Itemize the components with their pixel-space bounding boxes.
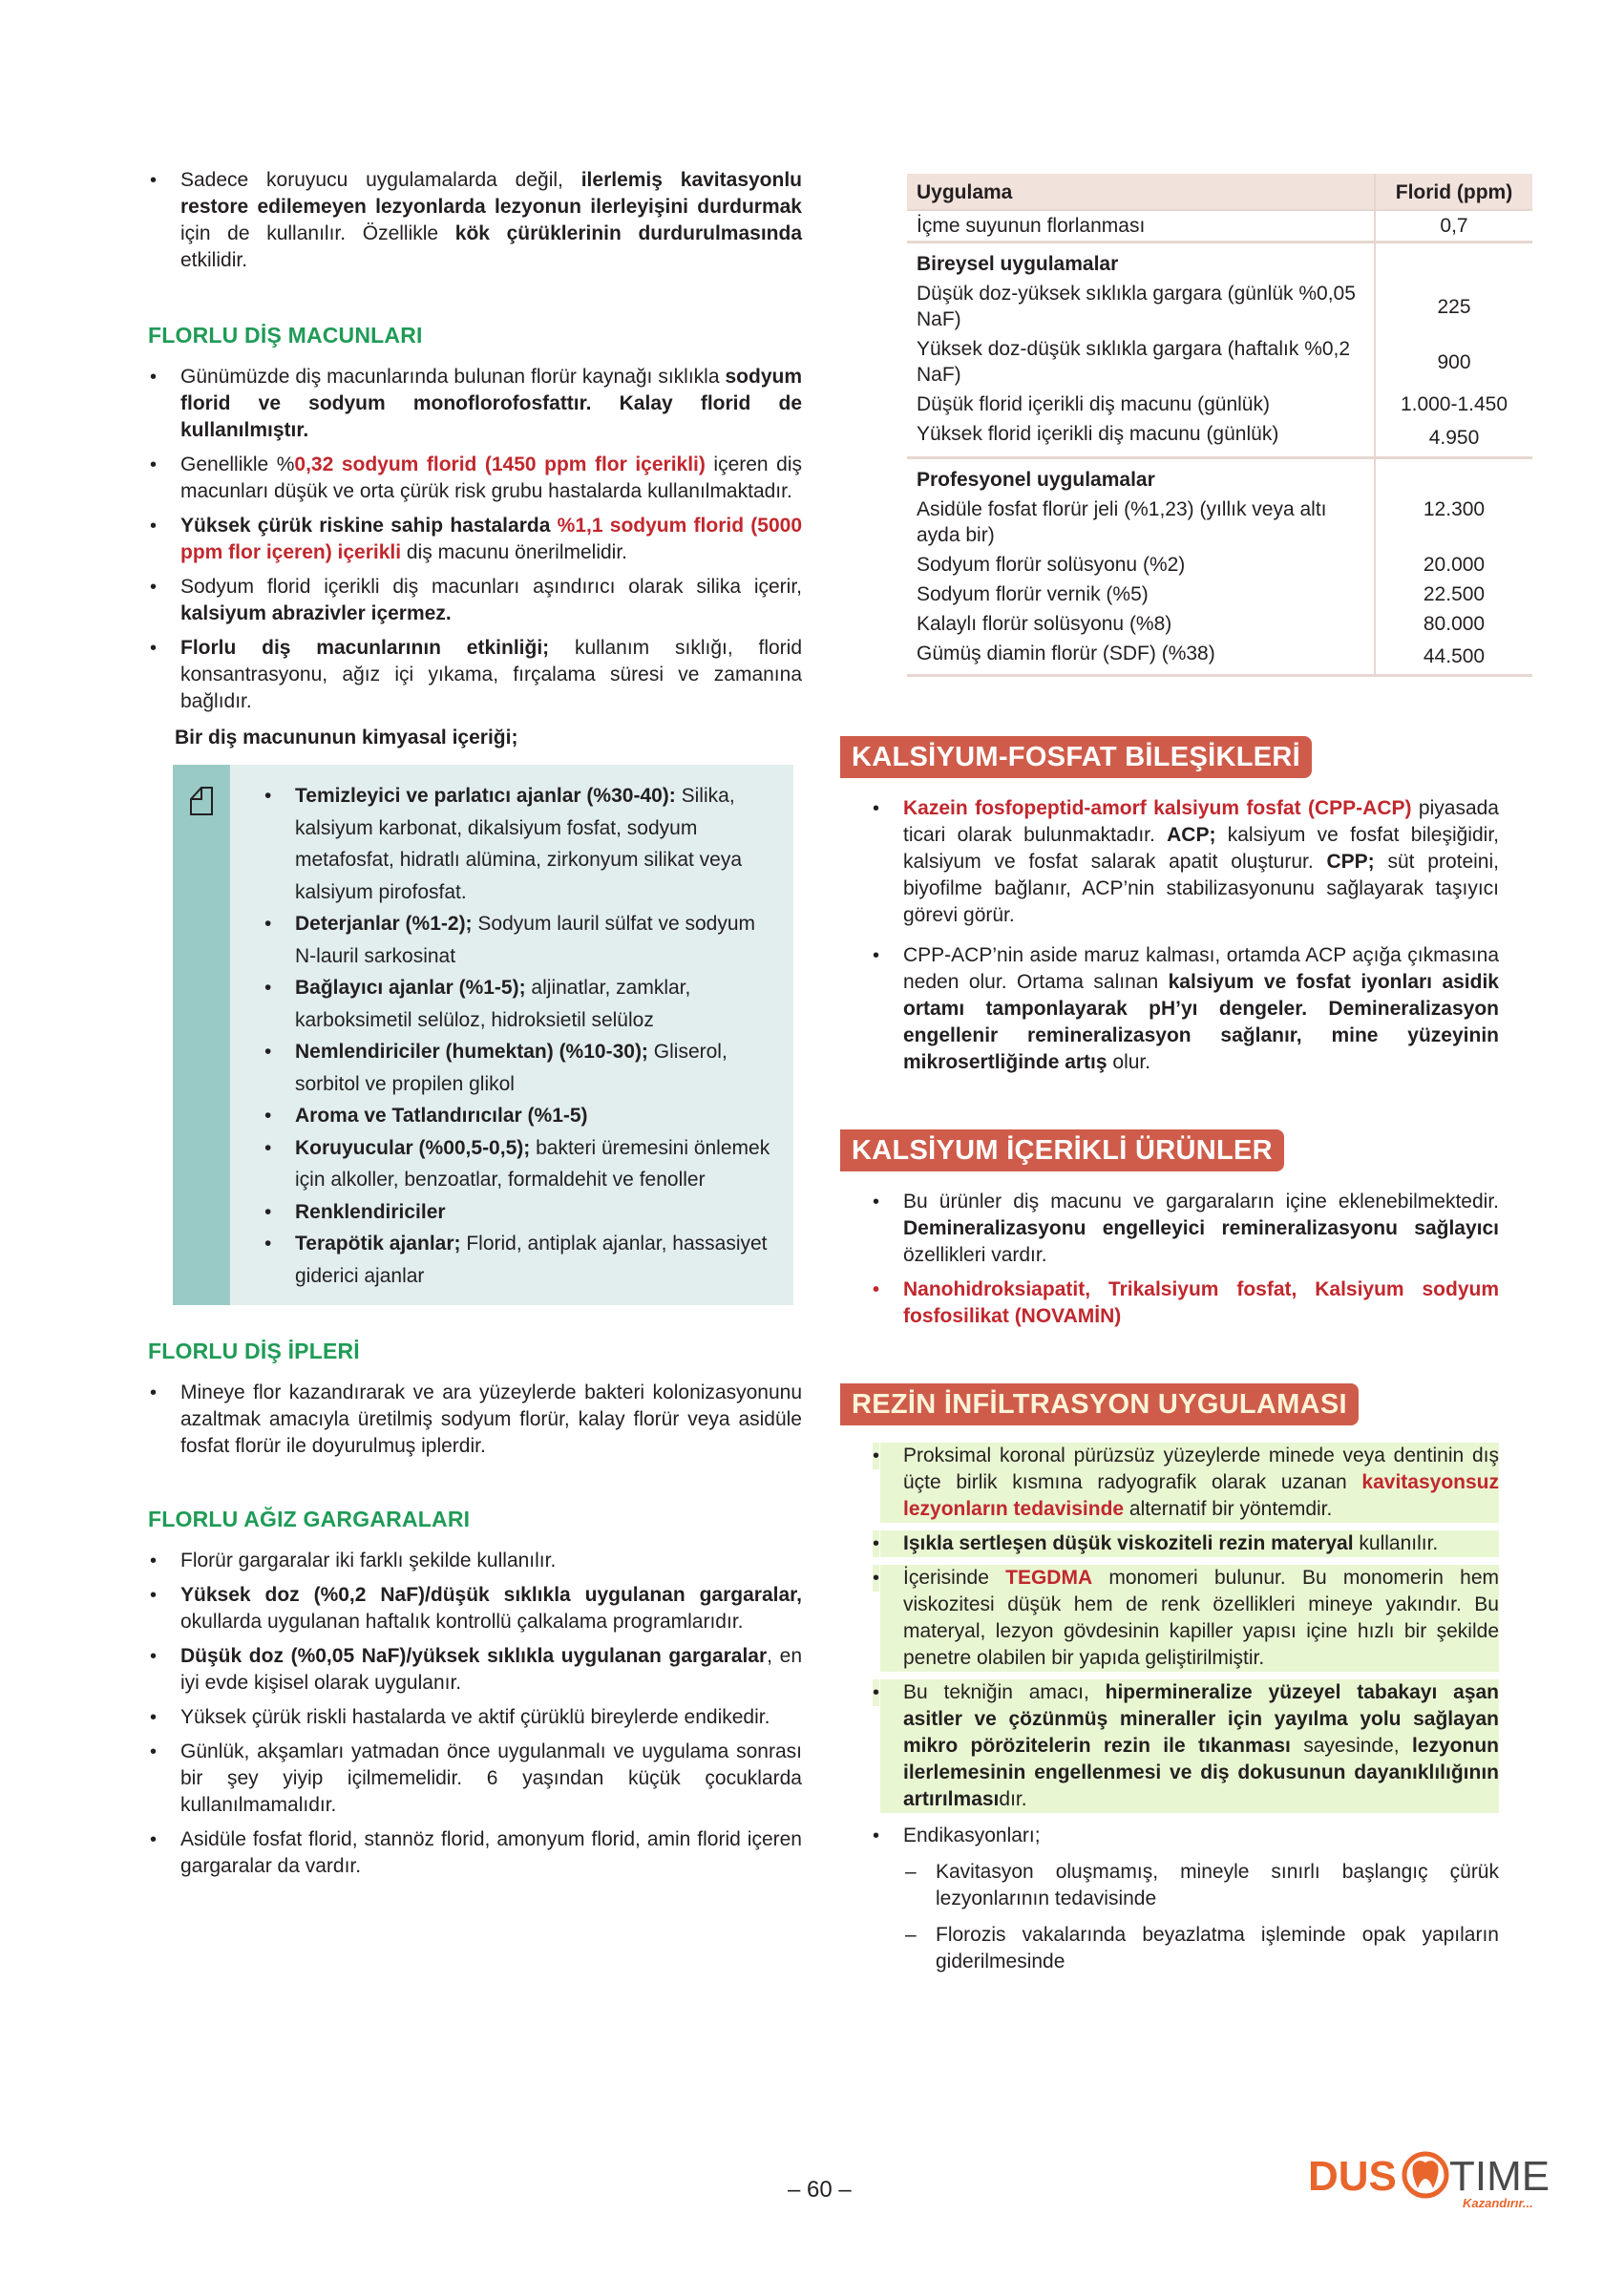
- table-header-row: [907, 174, 1532, 210]
- section-banner-calcium-products: KALSİYUM İÇERİKLİ ÜRÜNLER: [840, 1129, 1284, 1171]
- right-column: [840, 174, 1528, 1985]
- intro-list: [148, 167, 802, 274]
- list-item: • Yüksek çürük riskli hastalarda ve aktif çürüklü bireylerde endikedir.: [148, 1704, 802, 1731]
- composition-item: • Deterjanlar (%1-2); Sodyum lauril sülfat ve sodyum N-lauril sarkosinat: [263, 908, 774, 972]
- list-item: • İçerisinde TEGDMA monomeri bulunur. Bu monomerin hem viskozitesi düşük hem de renk özellikleri mineye yakındır. Bu materyal, lezyon gövdesinin kapiller yapısı içine hızlı bir şekilde penetre olabilen bir yapıda geliştirilmiştir.: [871, 1565, 1499, 1672]
- page-number: – 60 –: [788, 2177, 852, 2203]
- logo-text-left: DUS: [1308, 2153, 1397, 2200]
- list-item: • Bu ürünler diş macunu ve gargaraların içine eklenebilmektedir. Demineralizasyonu engelleyici remineralizasyonu sağlayıcı özellikleri vardır.: [871, 1189, 1499, 1269]
- logo-tagline: Kazandırır...: [1463, 2196, 1533, 2210]
- list-item: • Işıkla sertleşen düşük viskoziteli rezin materyal kullanılır.: [871, 1530, 1499, 1557]
- section-resin-infiltration: [840, 1383, 1528, 1975]
- dustime-logo: [1308, 2146, 1550, 2223]
- list-item: • Günümüzde diş macunlarında bulunan florür kaynağı sıklıkla sodyum florid ve sodyum monoflorofosfattır. Kalay florid de kullanılmıştır.: [148, 364, 802, 444]
- table-row: İçme suyunun florlanması 0,7: [907, 210, 1532, 243]
- section-banner-resin-infiltration: REZİN İNFİLTRASYON UYGULAMASI: [840, 1383, 1359, 1425]
- brand-logo: [1308, 2146, 1550, 2223]
- list-item: • Bu tekniğin amacı, hipermineralize yüzeyel tabakayı aşan asitler ve çözünmüş mineraller için yayılma yolu sağlayan mikro pörözitelerin rezin ile tıkanması sayesinde, lezyonun ilerlemesinin engellenmesi ve diş dokusunun dayanıklılığının artırılmasıdır.: [871, 1679, 1499, 1813]
- logo-text-right: TIME: [1449, 2153, 1550, 2200]
- table-row: Düşük doz-yüksek sıklıkla gargara (günlük %0,05 NaF) 225: [907, 279, 1532, 334]
- list-item: • Düşük doz (%0,05 NaF)/yüksek sıklıkla uygulanan gargaralar, en iyi evde kişisel olarak uygulanır.: [148, 1643, 802, 1697]
- table-row: Düşük florid içerikli diş macunu (günlük) 1.000-1.450: [907, 390, 1532, 419]
- note-icon: [189, 786, 214, 816]
- info-strip: [173, 765, 230, 1305]
- section-heading-rinse: FLORLU AĞIZ GARGARALARI: [148, 1507, 471, 1531]
- indications-list: [871, 1823, 1499, 1975]
- table-header-application: Uygulama: [907, 174, 1375, 210]
- composition-title: Bir diş macununun kimyasal içeriği;: [175, 727, 518, 749]
- composition-item: • Nemlendiriciler (humektan) (%10-30); Gliserol, sorbitol ve propilen glikol: [263, 1036, 774, 1100]
- table-row: Sodyum florür solüsyonu (%2) 20.000: [907, 550, 1532, 580]
- list-item: • Nanohidroksiapatit, Trikalsiyum fosfat, Kalsiyum sodyum fosfosilikat (NOVAMİN): [871, 1276, 1499, 1330]
- section-heading-toothpaste: FLORLU DİŞ MACUNLARI: [148, 323, 423, 348]
- table-row: Sodyum florür vernik (%5) 22.500: [907, 580, 1532, 609]
- table-row: Yüksek doz-düşük sıklıkla gargara (haftalık %0,2 NaF) 900: [907, 334, 1532, 390]
- resin-list: [871, 1443, 1499, 1813]
- floss-list: [148, 1380, 802, 1460]
- list-item: • Florlu diş macunlarının etkinliği; kullanım sıklığı, florid konsantrasyonu, ağız içi yıkama, fırçalama süresi ve zamanına bağlıdır.: [148, 635, 802, 715]
- section-calcium-phosphate: [840, 736, 1528, 1076]
- list-item: • Florür gargaralar iki farklı şekilde kullanılır.: [148, 1548, 802, 1574]
- list-item: • Kazein fosfopeptid-amorf kalsiyum fosfat (CPP-ACP) piyasada ticari olarak bulunmaktadır. ACP; kalsiyum ve fosfat bileşiğidir, kalsiyum ve fosfat salarak apatit oluşturur. CPP; süt proteini, biyofilme bağlanır, ACP’nin stabilizasyonunu sağlayarak taşıyıcı görevi görür.: [871, 795, 1499, 929]
- list-item: • Genellikle %0,32 sodyum florid (1450 ppm flor içerikli) içeren diş macunları düşük ve orta çürük risk grubu hastalarda kullanılmaktadır.: [148, 452, 802, 505]
- composition-item: • Aroma ve Tatlandırıcılar (%1-5): [263, 1100, 774, 1132]
- table-row: Asidüle fosfat florür jeli (%1,23) (yıllık veya altı ayda bir) 12.300: [907, 495, 1532, 550]
- calcium-phosphate-list: [871, 795, 1499, 1076]
- table-header-fluoride: Florid (ppm): [1375, 174, 1532, 210]
- composition-box: [173, 765, 793, 1305]
- composition-item: • Koruyucular (%00,5-0,5); bakteri üremesini önlemek için alkoller, benzoatlar, formaldehit ve fenoller: [263, 1132, 774, 1196]
- list-item: • Günlük, akşamları yatmadan önce uygulanmalı ve uygulama sonrası bir şey yiyip içilmemelidir. 6 yaşından küçük çocuklarda kullanılmamalıdır.: [148, 1739, 802, 1819]
- composition-list: [230, 765, 793, 1305]
- tooth-icon: [1413, 2161, 1439, 2188]
- composition-item: • Renklendiriciler: [263, 1196, 774, 1229]
- list-item: • Yüksek doz (%0,2 NaF)/düşük sıklıkla uygulanan gargaralar, okullarda uygulanan haftalık kontrollü çalkalama programlarıdır.: [148, 1582, 802, 1635]
- list-item: • Yüksek çürük riskine sahip hastalarda %1,1 sodyum florid (5000 ppm flor içeren) içerikli diş macunu önerilmelidir.: [148, 513, 802, 566]
- list-item: • Mineye flor kazandırarak ve ara yüzeylerde bakteri kolonizasyonunu azaltmak amacıyla üretilmiş sodyum florür, kalay florür veya asidüle fosfat florür ile doyurulmuş iplerdir.: [148, 1380, 802, 1460]
- left-column: [148, 167, 802, 1888]
- intro-bullet: • Sadece koruyucu uygulamalarda değil, ilerlemiş kavitasyonlu restore edilemeyen lezyonlarda lezyonun ilerleyişini durdurmak için de kullanılır. Özellikle kök çürüklerinin durdurulmasında etkilidir.: [148, 167, 802, 274]
- composition-item: • Bağlayıcı ajanlar (%1-5); aljinatlar, zamklar, karboksimetil selüloz, hidroksietil selüloz: [263, 972, 774, 1036]
- composition-item: • Temizleyici ve parlatıcı ajanlar (%30-40): Silika, kalsiyum karbonat, dikalsiyum fosfat, sodyum metafosfat, hidratlı alümina, zirkonyum silikat veya kalsiyum pirofosfat.: [263, 780, 774, 908]
- section-calcium-products: [840, 1129, 1528, 1330]
- table-row: Gümüş diamin florür (SDF) (%38) 44.500: [907, 639, 1532, 676]
- section-heading-floss: FLORLU DİŞ İPLERİ: [148, 1339, 360, 1363]
- fluoride-table: [907, 174, 1532, 677]
- rinse-list: [148, 1548, 802, 1880]
- indications-sublist: [903, 1859, 1499, 1975]
- list-item: • Asidüle fosfat florid, stannöz florid, amonyum florid, amin florid içeren gargaralar da vardır.: [148, 1826, 802, 1880]
- list-item: • Endikasyonları; – Kavitasyon oluşmamış, mineyle sınırlı başlangıç çürük lezyonlarının tedavisinde – Florozis vakalarında beyazlatma işleminde opak yapıların giderilmesinde: [871, 1823, 1499, 1975]
- indication-item: – Kavitasyon oluşmamış, mineyle sınırlı başlangıç çürük lezyonlarının tedavisinde: [903, 1859, 1499, 1912]
- indication-item: – Florozis vakalarında beyazlatma işleminde opak yapıların giderilmesinde: [903, 1922, 1499, 1975]
- list-item: • CPP-ACP’nin aside maruz kalması, ortamda ACP açığa çıkmasına neden olur. Ortama salınan kalsiyum ve fosfat iyonları asidik ortamı tamponlayarak pH’yı dengeler. Demineralizasyon engellenir remineralizasyon sağlanır, mine yüzeyinin mikrosertliğinde artış olur.: [871, 942, 1499, 1076]
- table-row: Yüksek florid içerikli diş macunu (günlük) 4.950: [907, 419, 1532, 458]
- table-group-row: Profesyonel uygulamalar: [907, 458, 1532, 496]
- table-row: Kalaylı florür solüsyonu (%8) 80.000: [907, 609, 1532, 639]
- section-banner-calcium-phosphate: KALSİYUM-FOSFAT BİLEŞİKLERİ: [840, 736, 1312, 778]
- list-item: • Sodyum florid içerikli diş macunları aşındırıcı olarak silika içerir, kalsiyum abrazivler içermez.: [148, 574, 802, 627]
- calcium-products-list: [871, 1189, 1499, 1330]
- composition-item: • Terapötik ajanlar; Florid, antiplak ajanlar, hassasiyet giderici ajanlar: [263, 1228, 774, 1292]
- toothpaste-list: [148, 364, 802, 715]
- table-group-row: Bireysel uygulamalar: [907, 243, 1532, 280]
- list-item: • Proksimal koronal pürüzsüz yüzeylerde minede veya dentinin dış üçte birlik kısmına radyografik olarak uzanan kavitasyonsuz lezyonların tedavisinde alternatif bir yöntemdir.: [871, 1443, 1499, 1523]
